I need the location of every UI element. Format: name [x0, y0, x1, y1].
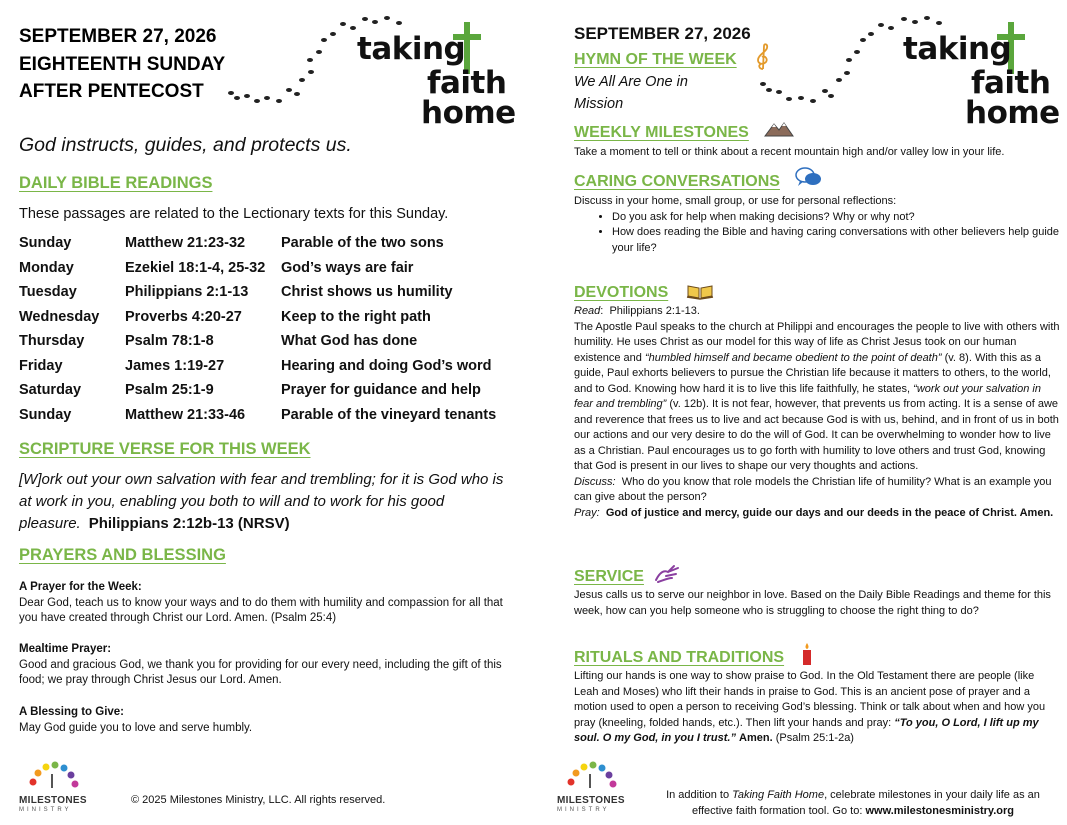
reading-day: Friday	[19, 357, 63, 374]
rituals-quote: “To you, O Lord, I lift up my soul. O my God, in you I trust.”	[574, 716, 1039, 744]
reading-reference: Psalm 25:1-9	[125, 382, 214, 399]
taking-faith-home-logo	[207, 10, 516, 131]
devotion-body	[574, 320, 1060, 475]
table-row	[19, 378, 511, 403]
footer-line	[648, 787, 1058, 803]
date-line: AFTER PENTECOST	[19, 81, 204, 102]
hymn-name	[574, 71, 688, 115]
rituals-amen: Amen.	[739, 732, 773, 744]
reading-description: Keep to the right path	[281, 308, 431, 325]
section-title-milestones: WEEKLY MILESTONES	[574, 124, 749, 141]
list-item: • Do you ask for help when making decisions? Why or why not?	[612, 210, 1060, 226]
section-title-rituals: RITUALS AND TRADITIONS	[574, 649, 785, 666]
mealtime-text: Good and gracious God, we thank you for providing for our every need, including the gift of this food; we pray through Christ Jesus our Lord. Amen.	[19, 658, 502, 686]
ministry-logo-line2: MINISTRY	[557, 807, 610, 813]
caring-intro: Discuss in your home, small group, or use for personal reflections:	[574, 195, 897, 207]
mealtime-prayer	[19, 642, 515, 689]
section-title-readings: DAILY BIBLE READINGS	[19, 174, 213, 192]
footer-line	[648, 803, 1058, 819]
readings-intro: These passages are related to the Lectionary texts for this Sunday.	[19, 206, 449, 222]
reading-reference: James 1:19-27	[125, 357, 225, 374]
table-row	[19, 403, 511, 428]
reading-description: Parable of the two sons	[281, 235, 444, 252]
ministry-logo-line2: MINISTRY	[19, 807, 72, 813]
devotion-pray	[574, 506, 1060, 522]
reading-reference: Ezekiel 18:1-4, 25-32	[125, 259, 266, 276]
prayer-week	[19, 580, 515, 627]
reading-description: Hearing and doing God’s word	[281, 357, 492, 374]
candle-icon	[801, 642, 813, 666]
scripture-verse	[19, 469, 517, 535]
blessing-text: May God guide you to love and serve humbly.	[19, 721, 253, 734]
footer-text: In addition to	[666, 789, 733, 801]
rituals-reference: (Psalm 25:1-2a)	[775, 732, 854, 744]
ministry-logo-line1: MILESTONES	[19, 795, 87, 806]
section-title-service: SERVICE	[574, 568, 644, 585]
section-title-verse: SCRIPTURE VERSE FOR THIS WEEK	[19, 440, 311, 458]
logo-word-faith: faith	[971, 65, 1051, 101]
hymn-line: We All Are One in	[574, 74, 688, 90]
discuss-text: Who do you know that role models the Christian life of humility? What is an example you can give about the person?	[574, 475, 1052, 503]
footer-italic: Taking Faith Home	[732, 789, 825, 801]
caring-list	[612, 210, 1060, 257]
pray-text: God of justice and mercy, guide our days and our deeds in the peace of Christ. Amen.	[605, 506, 1054, 519]
mountain-icon	[764, 120, 794, 138]
table-row	[19, 256, 511, 281]
verse-reference: Philippians 2:12b-13 (NRSV)	[88, 515, 290, 532]
logo-word-taking: taking	[903, 31, 1012, 67]
reading-reference: Matthew 21:33-46	[125, 406, 246, 423]
devotion-text: The Apostle Paul speaks to the church at Philippi and encourages the people to live with others with humility. He uses Christ as our model for this way of life as Christ Jesus took on our human existence and	[574, 320, 1060, 364]
reading-day: Tuesday	[19, 284, 77, 301]
verse-text: [W]ork out your own salvation with fear and trembling; for it is God who is at work in you, enabling you both to will and to work for his good pleasure.	[19, 471, 504, 532]
reading-day: Sunday	[19, 235, 72, 252]
readings-body	[19, 231, 511, 427]
devotion-read: Read: Philippians 2:1-13.	[574, 305, 700, 317]
copyright: © 2025 Milestones Ministry, LLC. All rights reserved.	[131, 794, 386, 806]
discuss-label: Discuss:	[574, 475, 616, 488]
helping-hands-icon	[654, 562, 682, 584]
logo-word-home: home	[965, 95, 1060, 131]
read-label: Read	[574, 305, 601, 317]
logo-word-faith: faith	[427, 65, 507, 101]
section-title-hymn: HYMN OF THE WEEK	[574, 51, 737, 68]
table-row	[19, 231, 511, 256]
table-row	[19, 354, 511, 379]
reading-description: What God has done	[281, 333, 418, 350]
devotions-block	[574, 304, 1060, 521]
rituals-text	[574, 669, 1060, 747]
rainbow-people-icon	[557, 760, 623, 790]
devotion-text: (v. 12b). It is not fear, however, that prevents us from acting. It is a sense of awe and reverence that frees us to live and act because God is with us, behind, and in front of us in both our actions and our very desire to do the will of God. It can be overwhelming to wonder how to live as a Christian. Paul encourages us to go forth with humility to love others and trust God, knowing that God is present in our lives to shape our very thoughts and actions.	[574, 398, 1059, 472]
devotion-discuss	[574, 475, 1060, 506]
date-block	[19, 23, 225, 106]
pray-label: Pray:	[574, 506, 600, 519]
ministry-logo-line1: MILESTONES	[557, 795, 625, 806]
devotion-text: (v. 8). With this as a guide, Paul exhorts believers to pursue the Christian life because it matters to others, to the world, and to God. Knowing how hard it is to live this life faithfully, he states,	[574, 351, 1051, 395]
footprints-icon	[759, 10, 969, 130]
footer-text: effective faith formation tool. Go to:	[692, 805, 866, 817]
reading-description: God’s ways are fair	[281, 259, 414, 276]
table-row	[19, 305, 511, 330]
reading-day: Monday	[19, 259, 74, 276]
open-bible-icon	[686, 282, 714, 300]
reading-day: Thursday	[19, 333, 85, 350]
date-line: SEPTEMBER 27, 2026	[19, 26, 217, 47]
logo-word-taking: taking	[357, 31, 466, 67]
reading-reference: Philippians 2:1-13	[125, 284, 249, 301]
reading-reference: Psalm 78:1-8	[125, 333, 214, 350]
reading-description: Parable of the vineyard tenants	[281, 406, 497, 423]
reading-description: Prayer for guidance and help	[281, 382, 481, 399]
reading-day: Saturday	[19, 382, 82, 399]
speech-bubbles-icon	[795, 166, 823, 188]
blessing-label: A Blessing to Give:	[19, 706, 125, 718]
reading-description: Christ shows us humility	[281, 284, 453, 301]
table-row	[19, 329, 511, 354]
section-title-caring: CARING CONVERSATIONS	[574, 173, 780, 190]
devotion-quote: “work out your salvation in fear and trembling”	[574, 382, 1041, 410]
rainbow-people-icon	[19, 760, 85, 790]
milestones-text: Take a moment to tell or think about a recent mountain high and/or valley low in your life.	[574, 146, 1005, 158]
read-reference: Philippians 2:1-13.	[609, 305, 700, 317]
reading-day: Sunday	[19, 406, 72, 423]
reading-reference: Matthew 21:23-32	[125, 235, 246, 252]
blessing	[19, 705, 515, 736]
milestones-ministry-logo	[557, 760, 623, 812]
website-link[interactable]: www.milestonesministry.org	[865, 805, 1014, 817]
section-title-devotions: DEVOTIONS	[574, 284, 669, 301]
caring-block	[574, 194, 1060, 256]
footer-text: , celebrate milestones in your daily life as an	[824, 789, 1040, 801]
devotion-quote: “humbled himself and became obedient to the point of death”	[644, 351, 942, 364]
prayer-week-label: A Prayer for the Week:	[19, 581, 142, 593]
right-date: SEPTEMBER 27, 2026	[574, 24, 751, 43]
milestones-ministry-logo	[19, 760, 85, 812]
taking-faith-home-logo	[759, 10, 1060, 131]
date-line: EIGHTEENTH SUNDAY	[19, 53, 226, 75]
reading-day: Wednesday	[19, 308, 100, 325]
hymn-line: Mission	[574, 96, 624, 112]
logo-word-home: home	[421, 95, 516, 131]
footprints-icon	[207, 10, 417, 130]
prayer-week-text: Dear God, teach us to know your ways and to do them with humility and compassion for all that you have created through Christ our Lord. Amen. (Psalm 25:4)	[19, 596, 503, 624]
rituals-body: Lifting our hands is one way to show praise to God. In the Old Testament there are people (like Leah and Moses) who lift their hands in praise to God. This is an ancient pose of prayer and a motion used to open a person to receiving God’s blessing. Think or talk about when and how you pray (kneeling, folded hands, etc.). Then lift your hands and pray:	[574, 670, 1046, 729]
table-row	[19, 280, 511, 305]
list-item: • How does reading the Bible and having caring conversations with other believers help guide your life?	[612, 225, 1060, 256]
weekly-theme: God instructs, guides, and protects us.	[19, 134, 352, 156]
reading-reference: Proverbs 4:20-27	[125, 308, 242, 325]
mealtime-label: Mealtime Prayer:	[19, 643, 112, 655]
section-title-prayers: PRAYERS AND BLESSING	[19, 546, 226, 564]
footer-note	[648, 787, 1058, 819]
readings-table	[19, 231, 511, 427]
service-text: Jesus calls us to serve our neighbor in love. Based on the Daily Bible Readings and theme for this week, how can you help someone who is struggling to choose the right thing to do?	[574, 589, 1051, 617]
